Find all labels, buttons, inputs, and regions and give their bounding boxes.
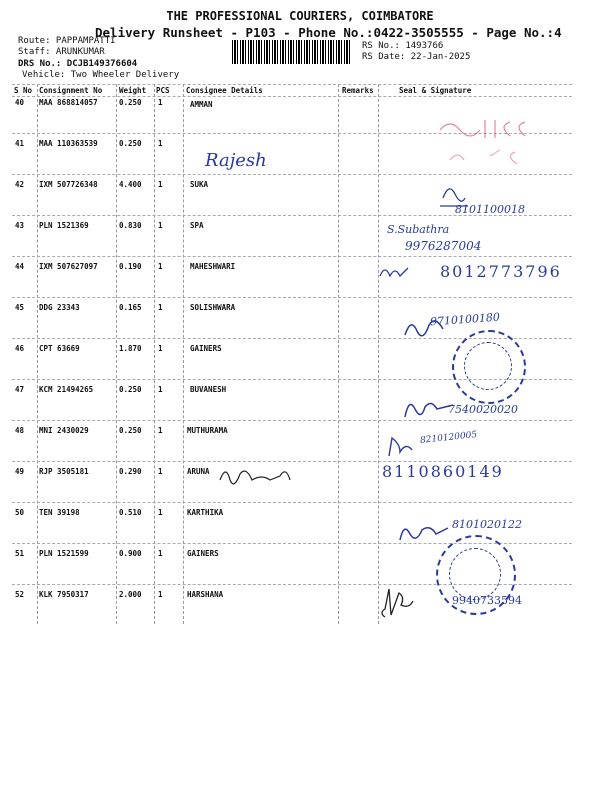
row-weight: 1.870: [119, 344, 142, 353]
row-weight: 0.830: [119, 221, 142, 230]
row-pcs: 1: [158, 344, 163, 353]
table-row: [0, 221, 600, 261]
row-pcs: 1: [158, 385, 163, 394]
rs-date: RS Date: 22-Jan-2025: [362, 52, 471, 62]
row-weight: 0.510: [119, 508, 142, 517]
barcode-image: [232, 40, 352, 64]
company-title: THE PROFESSIONAL COURIERS, COIMBATORE: [166, 9, 434, 23]
row-pcs: 1: [158, 303, 163, 312]
row-consignee: GAINERS: [187, 549, 219, 558]
row-consignee: SOLISHWARA: [190, 303, 236, 312]
handwritten-phone: 8101100018: [455, 203, 525, 216]
row-weight: 0.900: [119, 549, 142, 558]
handwritten-phone: 8012773796: [440, 262, 562, 281]
row-pcs: 1: [158, 426, 163, 435]
runsheet-title: Delivery Runsheet - P103 - Phone No.:0422-3505555 - Page No.:4: [95, 25, 562, 40]
row-pcs: 1: [158, 180, 163, 189]
row-sno: 41: [15, 139, 25, 148]
company-stamp-inner: [449, 548, 501, 600]
row-consignment: PLN 1521369: [39, 221, 89, 230]
header-consignment: Consignment No: [39, 86, 103, 95]
row-weight: 0.250: [119, 385, 142, 394]
row-consignee: HARSHANA: [187, 590, 224, 599]
row-consignment: DDG 23343: [39, 303, 80, 312]
row-consignee: GAINERS: [190, 344, 222, 353]
drs-number: [18, 59, 137, 69]
row-consignment: KCM 21494265: [39, 385, 94, 394]
row-sno: 44: [15, 262, 25, 271]
row-sno: 42: [15, 180, 25, 189]
header-pcs: PCS: [156, 86, 170, 95]
handwritten-phone: 9976287004: [405, 239, 482, 253]
row-consignee: BUVANESH: [190, 385, 227, 394]
row-consignment: MAA 110363539: [39, 139, 98, 148]
header-weight: Weight: [119, 86, 147, 95]
row-sno: 52: [15, 590, 25, 599]
header-seal: Seal & Signature: [399, 86, 472, 95]
row-pcs: 1: [158, 590, 163, 599]
red-signature-scribble: [430, 112, 560, 172]
signature-scribble: [215, 462, 305, 490]
route-label: Route: PAPPAMPATTI: [18, 36, 116, 46]
row-pcs: 1: [158, 262, 163, 271]
row-sno: 47: [15, 385, 25, 394]
drs-label: DRS No.:: [18, 59, 67, 69]
row-pcs: 1: [158, 221, 163, 230]
signature-scribble: [375, 585, 420, 621]
row-consignee: SUKA: [190, 180, 209, 189]
row-consignment: CPT 63669: [39, 344, 80, 353]
row-divider: [12, 96, 572, 97]
row-weight: 0.165: [119, 303, 142, 312]
table-row: [0, 426, 600, 466]
rs-number: RS No.: 1493766: [362, 41, 444, 51]
row-weight: 0.250: [119, 426, 142, 435]
row-consignee: MAHESHWARI: [190, 262, 236, 271]
handwritten-phone: 8101020122: [452, 518, 522, 531]
row-consignment: IXM 507726348: [39, 180, 98, 189]
row-consignee: MUTHURAMA: [187, 426, 228, 435]
row-consignment: MAA 868814057: [39, 98, 98, 107]
handwritten-phone: 9710100180: [429, 310, 501, 329]
header-consignee: Consignee Details: [186, 86, 263, 95]
row-pcs: 1: [158, 98, 163, 107]
row-sno: 51: [15, 549, 25, 558]
handwritten-name: S.Subathra: [387, 223, 450, 236]
handwritten-phone: 7540020020: [448, 403, 518, 416]
handwritten-name: Rajesh: [205, 150, 267, 171]
row-weight: 0.250: [119, 139, 142, 148]
row-consignee: KARTHIKA: [187, 508, 224, 517]
row-sno: 48: [15, 426, 25, 435]
row-weight: 0.190: [119, 262, 142, 271]
row-pcs: 1: [158, 467, 163, 476]
drs-value: DCJB149376604: [66, 59, 138, 69]
signature-scribble: [378, 262, 418, 282]
signature-scribble: [384, 432, 424, 462]
staff-label: Staff: ARUNKUMAR: [18, 47, 105, 57]
row-weight: 0.250: [119, 98, 142, 107]
row-weight: 0.290: [119, 467, 142, 476]
row-consignee: AMMAN: [190, 100, 213, 109]
row-pcs: 1: [158, 508, 163, 517]
row-sno: 40: [15, 98, 25, 107]
vehicle-label: Vehicle: Two Wheeler Delivery: [22, 70, 180, 80]
handwritten-phone: 8110860149: [382, 462, 504, 481]
handwritten-phone: 9940733594: [452, 594, 522, 607]
row-sno: 45: [15, 303, 25, 312]
handwritten-phone: 8210120005: [419, 430, 478, 446]
row-pcs: 1: [158, 139, 163, 148]
header-sno: S No: [14, 86, 33, 95]
row-consignment: TEN 39198: [39, 508, 80, 517]
row-consignment: PLN 1521599: [39, 549, 89, 558]
row-consignee: SPA: [190, 221, 204, 230]
row-consignment: MNI 2430029: [39, 426, 89, 435]
row-pcs: 1: [158, 549, 163, 558]
row-sno: 50: [15, 508, 25, 517]
row-sno: 49: [15, 467, 25, 476]
row-weight: 2.000: [119, 590, 142, 599]
row-consignment: RJP 3505181: [39, 467, 89, 476]
row-consignment: KLK 7950317: [39, 590, 89, 599]
header-remarks: Remarks: [342, 86, 374, 95]
row-sno: 43: [15, 221, 25, 230]
company-stamp-inner: [464, 342, 512, 390]
row-consignee: ARUNA: [187, 467, 210, 476]
row-weight: 4.400: [119, 180, 142, 189]
signature-scribble: [395, 520, 455, 550]
row-sno: 46: [15, 344, 25, 353]
row-consignment: IXM 507627097: [39, 262, 98, 271]
row-divider: [12, 84, 572, 85]
